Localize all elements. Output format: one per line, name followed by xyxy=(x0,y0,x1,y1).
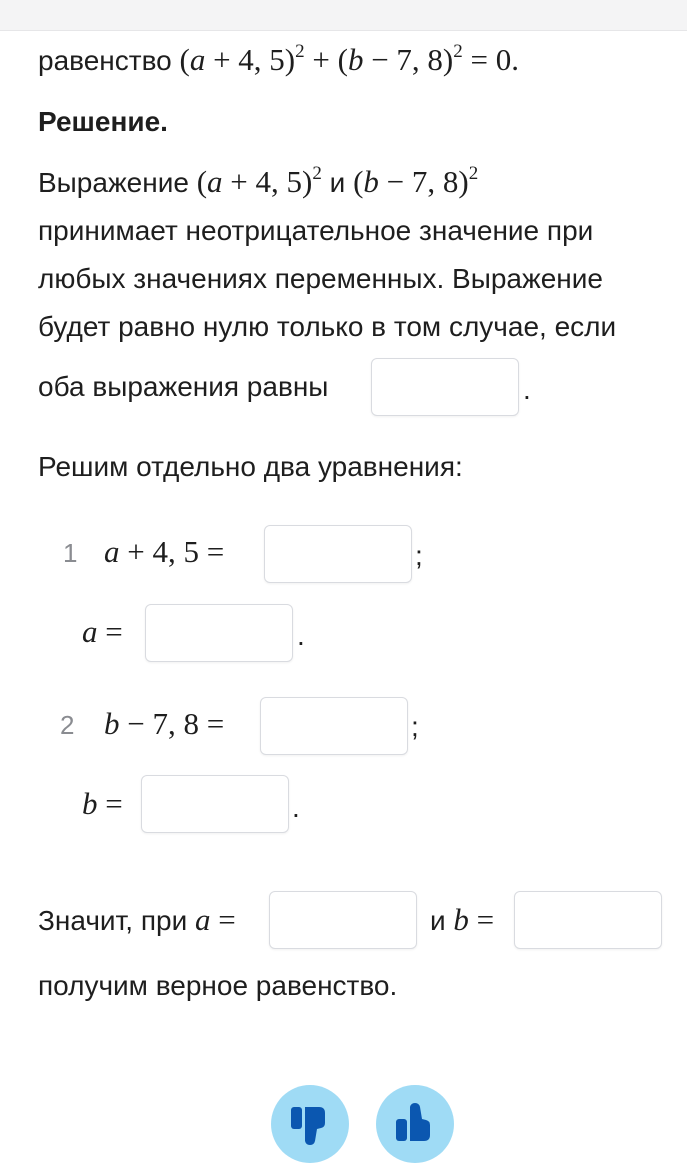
semicolon: ; xyxy=(411,711,419,742)
solution-line-3: любых значениях переменных. Выражение xyxy=(38,263,603,294)
solution-heading: Решение. xyxy=(38,106,168,137)
conclusion-and xyxy=(430,902,494,939)
solution-line-4: будет равно нулю только в том случае, если xyxy=(38,311,617,342)
like-icon xyxy=(376,1085,454,1163)
task-equality-formula: (a + 4, 5)$^2$ + (b − 7, 8)$^2$ = 0. xyxy=(179,41,519,77)
solution-line-1 xyxy=(38,164,478,201)
b-equals: b = xyxy=(82,786,123,821)
solution-line-5: оба выражения равны xyxy=(38,371,329,402)
final-b-input[interactable] xyxy=(514,891,662,949)
semicolon: ; xyxy=(415,540,423,571)
a-equals: a = xyxy=(82,614,123,649)
dislike-button[interactable] xyxy=(271,1085,349,1163)
a-value-input[interactable] xyxy=(145,604,293,662)
solution-line-2: принимает неотрицательное значение при xyxy=(38,215,594,246)
expression-b: (b − 7, 8)$^2$ xyxy=(353,163,479,199)
final-a-input[interactable] xyxy=(269,891,417,949)
expression-a: (a + 4, 5)$^2$ xyxy=(196,163,322,199)
b-value-input[interactable] xyxy=(141,775,289,833)
both-equal-input[interactable] xyxy=(371,358,519,416)
task-equality xyxy=(38,42,519,79)
equation-2: b − 7, 8 = xyxy=(104,706,225,741)
conclusion-and-word: и xyxy=(430,905,446,936)
and-word: и xyxy=(329,167,346,198)
b-equals-math: b = xyxy=(453,902,495,937)
conclusion-line-2: получим верное равенство. xyxy=(38,970,398,1001)
conclusion-prefix: Значит, при xyxy=(38,905,188,936)
equation-1: a + 4, 5 = xyxy=(104,534,225,569)
equation-2-number: 2 xyxy=(60,710,75,740)
eq2-rhs-input[interactable] xyxy=(260,697,408,755)
dislike-icon xyxy=(271,1085,349,1163)
period: . xyxy=(292,792,300,823)
eq1-rhs-input[interactable] xyxy=(264,525,412,583)
solve-separately: Решим отдельно два уравнения: xyxy=(38,451,463,482)
conclusion-line-1 xyxy=(38,902,236,939)
expression-word: Выражение xyxy=(38,167,189,198)
top-bar xyxy=(0,0,687,31)
period: . xyxy=(523,374,531,405)
task-equality-prefix: равенство xyxy=(38,45,172,76)
period: . xyxy=(297,620,305,651)
equation-1-number: 1 xyxy=(63,538,78,568)
like-button[interactable] xyxy=(376,1085,454,1163)
a-equals-math: a = xyxy=(195,902,236,937)
